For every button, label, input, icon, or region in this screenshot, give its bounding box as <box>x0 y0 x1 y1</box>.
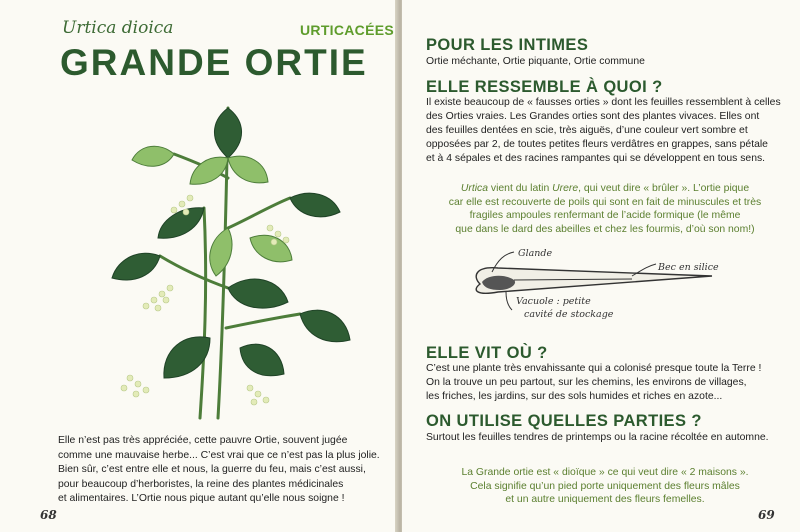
dioique-line: La Grande ortie est « dioïque » ce qui veut dire « 2 maisons ». <box>461 467 749 478</box>
ressemble-paragraph <box>426 96 788 166</box>
intimes-text: Ortie méchante, Ortie piquante, Ortie commune <box>426 56 645 67</box>
dioique-line: Cela signifie qu’un pied porte uniquement des fleurs mâles <box>470 480 740 492</box>
etymology-line <box>432 182 778 196</box>
page-number-right: 69 <box>758 508 775 522</box>
left-page <box>0 0 398 532</box>
page-number-left: 68 <box>40 508 57 522</box>
intro-line: Bien sûr, c’est entre elle et nous, la guerre du feu, mais c’est aussi, <box>58 464 366 476</box>
etymology-line: car elle est recouverte de poils qui sont en fait de minuscules et très <box>448 196 762 208</box>
latin-word-urtica: Urtica <box>460 183 489 194</box>
etymology-part: vient du latin <box>488 183 553 194</box>
vit-line: les friches, les jardins, sur des sols humides et riches en azote... <box>426 391 723 402</box>
ressemble-line: Il existe beaucoup de « fausses orties » dont les feuilles ressemblent à celles <box>426 97 781 108</box>
nettle-illustration <box>100 88 360 426</box>
heading-parties: ON UTILISE QUELLES PARTIES ? <box>426 412 702 430</box>
label-glande: Glande <box>518 248 553 259</box>
dioique-line: et un autre uniquement des fleurs femelles. <box>505 494 705 506</box>
label-bec: Bec en silice <box>658 262 719 273</box>
intro-line: et alimentaires. L’Ortie nous pique autant qu’elle nous soigne ! <box>58 493 345 505</box>
latin-word-urere: Urere <box>552 183 579 194</box>
vit-line: On la trouve un peu partout, sur les chemins, les environs de villages, <box>426 377 747 388</box>
intro-line: Elle n’est pas très appréciée, cette pauvre Ortie, souvent jugée <box>58 435 348 446</box>
label-vacuole-1: Vacuole : petite <box>516 296 591 307</box>
heading-ressemble: ELLE RESSEMBLE À QUOI ? <box>426 78 663 96</box>
right-page <box>402 0 800 532</box>
latin-name: Urtica dioica <box>62 18 174 38</box>
vit-paragraph <box>426 362 788 404</box>
heading-intimes: POUR LES INTIMES <box>426 36 589 54</box>
ressemble-line: des feuilles dentées en scie, très aiguës, d’une couleur vert sombre et <box>426 125 748 136</box>
ressemble-line: et à 4 sépales et des racines rampantes qui se développent en tous sens. <box>426 153 766 164</box>
intro-paragraph <box>58 434 388 507</box>
vacuole-pointer <box>506 292 512 310</box>
vit-line: C’est une plante très envahissante qui a colonisé presque toute la Terre ! <box>426 363 762 374</box>
page-title: GRANDE ORTIE <box>60 42 368 83</box>
intro-line: comme une mauvaise herbe... C’est vrai que ce n’est pas la plus jolie. <box>58 449 380 461</box>
parties-text: Surtout les feuilles tendres de printemps ou la racine récoltée en automne. <box>426 432 769 443</box>
ressemble-line: des Orties vraies. Les Grandes orties sont des plantes vivaces. Elles ont <box>426 111 760 122</box>
etymology-line: que dans le dard des abeilles et chez les fourmis, d’où son nom!) <box>455 223 755 235</box>
dioique-note <box>432 466 778 507</box>
etymology-part: , qui veut dire « brûler ». L’ortie pique <box>578 183 750 194</box>
intro-line: pour beaucoup d’herboristes, la reine des plantes médicinales <box>58 478 344 490</box>
label-vacuole-2: cavité de stockage <box>524 309 614 320</box>
heading-vit: ELLE VIT OÙ ? <box>426 344 548 362</box>
etymology-line: fragiles ampoules renfermant de l’acide formique (le même <box>469 210 741 222</box>
etymology-note <box>432 182 778 236</box>
plant-family: URTICACÉES <box>300 22 395 38</box>
ressemble-line: opposées par 2, de toutes petites fleurs verdâtres en grappes, sans pétale <box>426 139 768 150</box>
